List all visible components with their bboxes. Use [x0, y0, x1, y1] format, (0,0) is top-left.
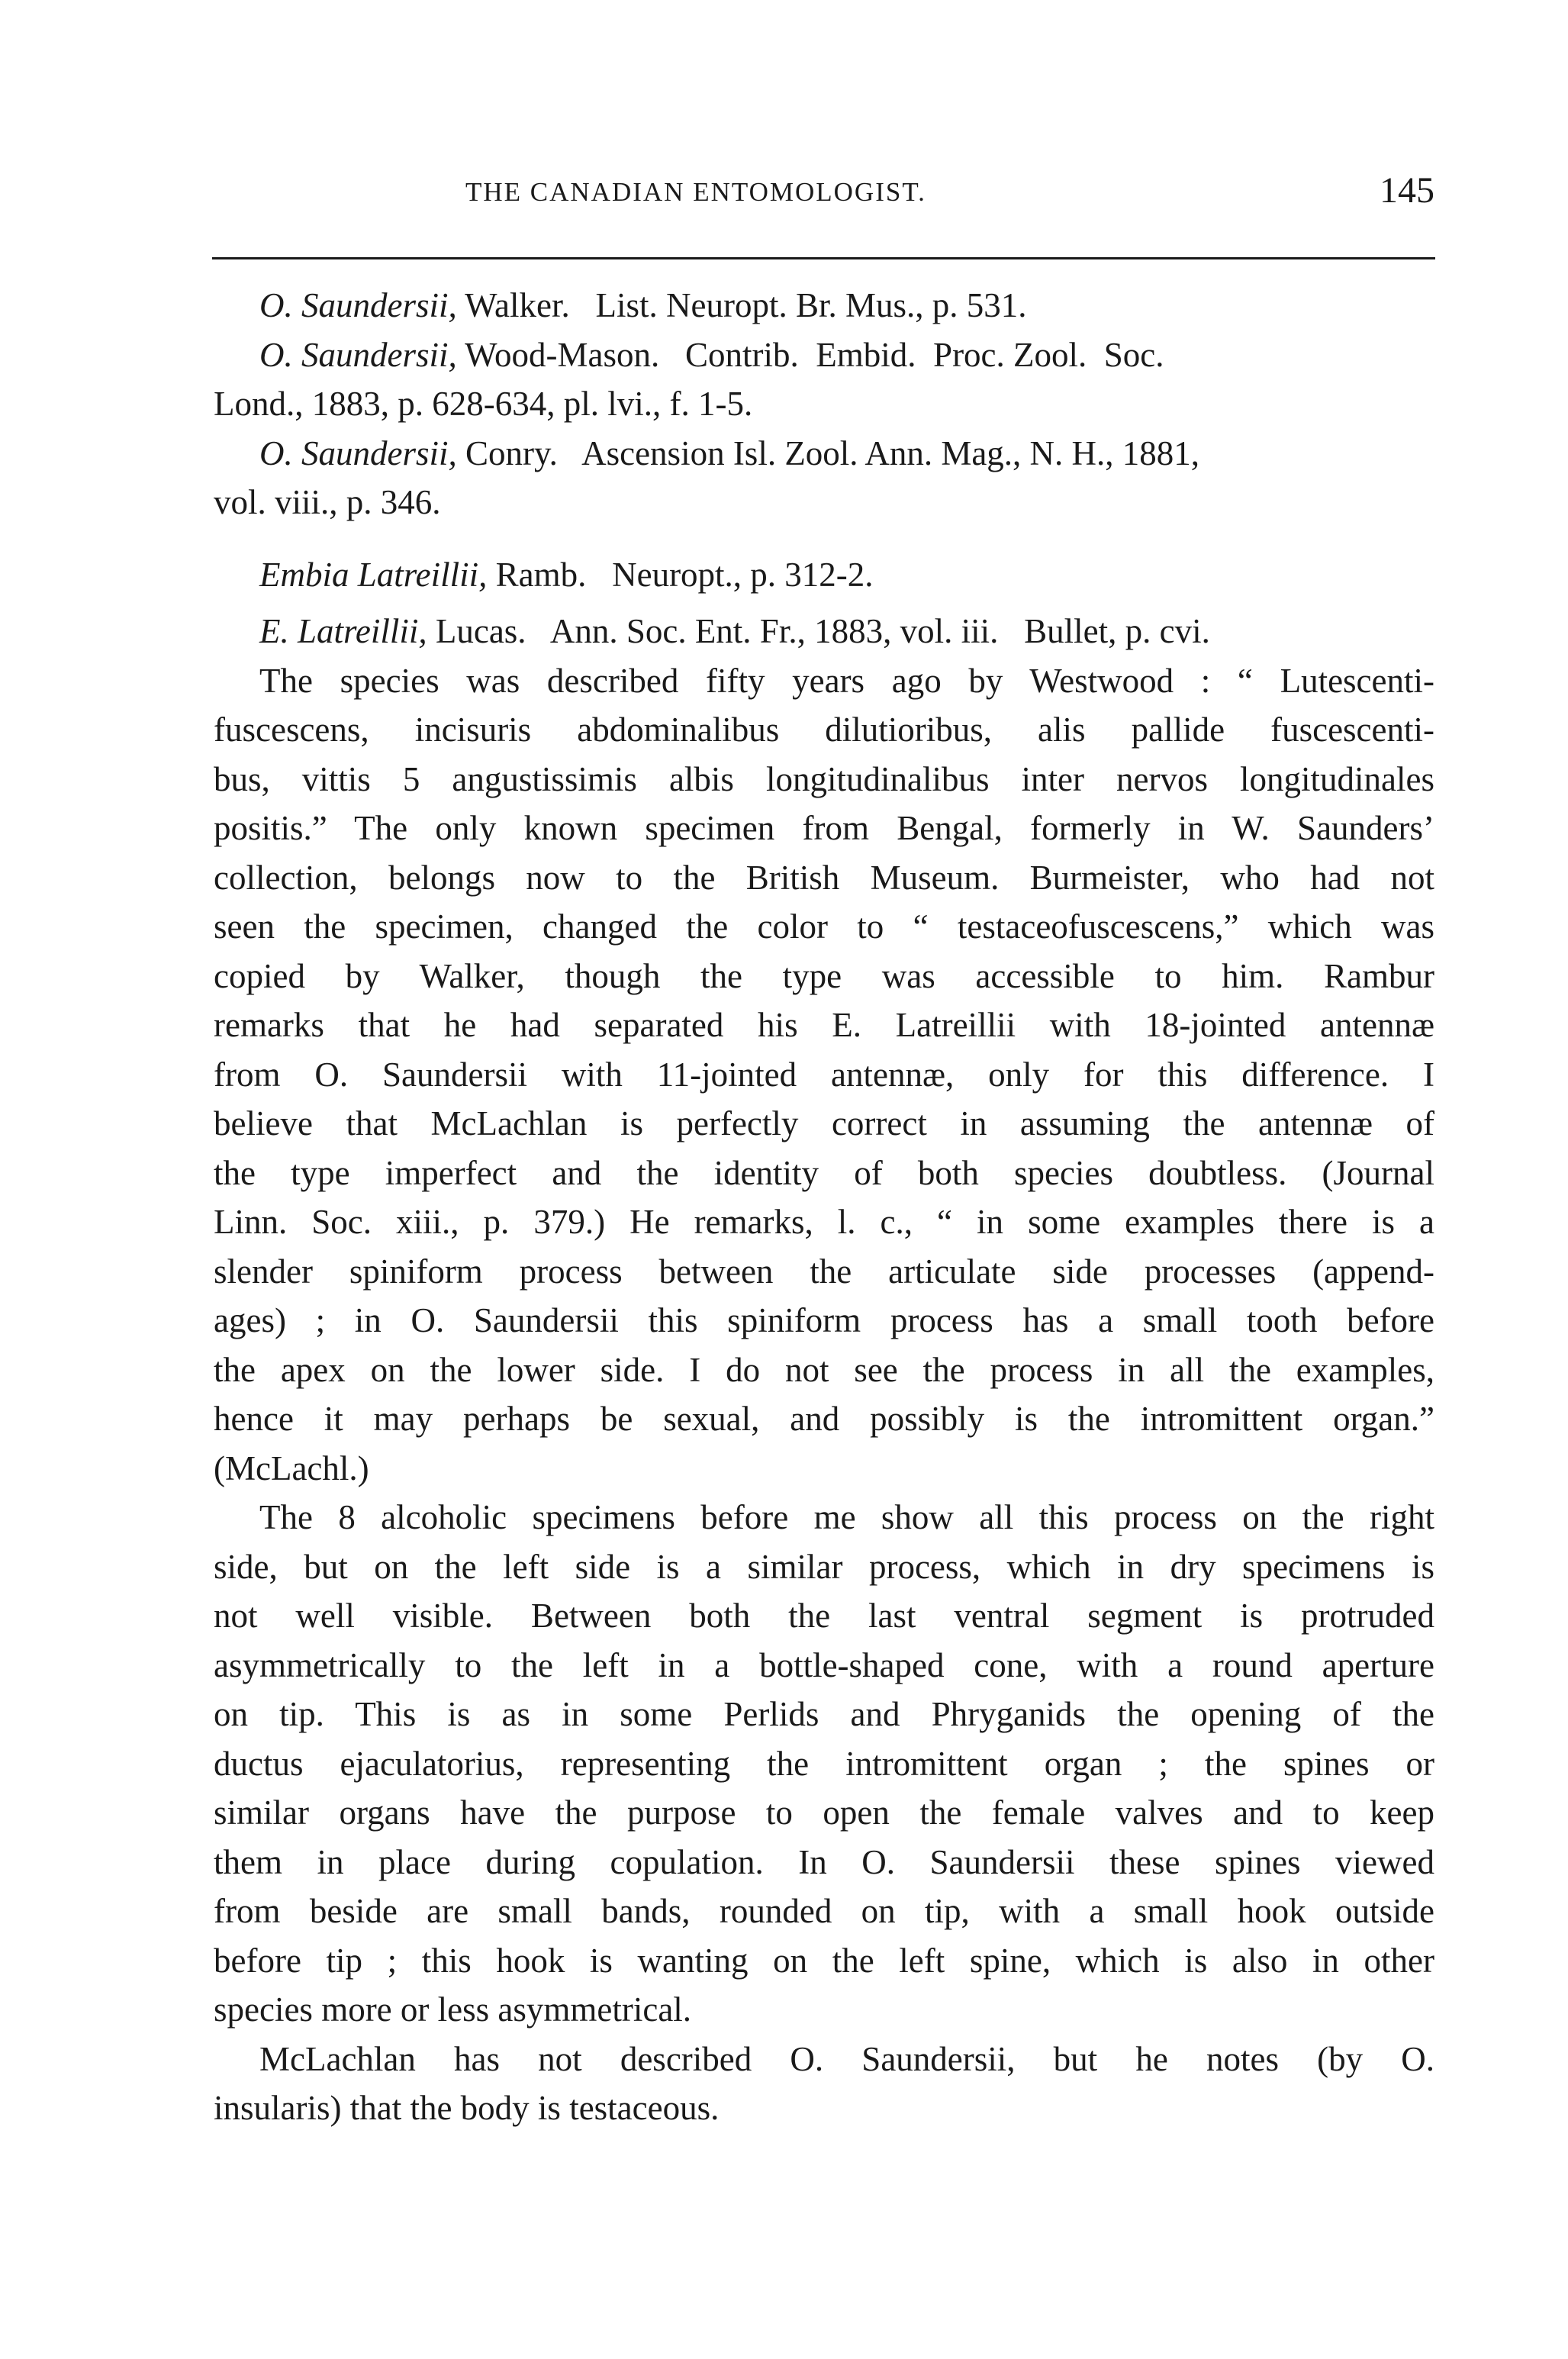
spacer: [214, 527, 1434, 550]
text-line: collection, belongs now to the British Museum. Burmeister, who had not: [214, 858, 1434, 897]
synonymy-saundersii: [214, 281, 1434, 527]
text-line: side, but on the left side is a similar process, which in dry specimens is: [214, 1547, 1434, 1586]
text-line: from beside are small bands, rounded on tip, with a small hook outside: [214, 1892, 1434, 1930]
text-line: similar organs have the purpose to open the female valves and to keep: [214, 1793, 1434, 1832]
text-line: seen the specimen, changed the color to “ testaceofuscescens,” which was: [214, 907, 1434, 946]
text-line: before tip ; this hook is wanting on the left spine, which is also in other: [214, 1941, 1434, 1980]
synonymy-line: O. Saundersii, Walker. List. Neuropt. Br. Mus., p. 531.: [259, 286, 1027, 324]
paragraph-westwood: [214, 656, 1434, 1494]
synonymy-line: Lond., 1883, p. 628-634, pl. lvi., f. 1-5.: [214, 385, 753, 423]
text-line: positis.” The only known specimen from Bengal, formerly in W. Saunders’: [214, 809, 1434, 847]
text-line: ductus ejaculatorius, representing the intromittent organ ; the spines or: [214, 1744, 1434, 1783]
text-line: Linn. Soc. xiii., p. 379.) He remarks, l. c., “ in some examples there is a: [214, 1203, 1434, 1241]
text-line: hence it may perhaps be sexual, and possibly is the intromittent organ.”: [214, 1400, 1434, 1438]
text-line: the type imperfect and the identity of both species doubtless. (Journal: [214, 1153, 1434, 1192]
synonymy-latreillii: [214, 550, 1434, 656]
text-line: fuscescens, incisuris abdominalibus dilutioribus, alis pallide fuscescenti-: [214, 711, 1434, 749]
body-text: [214, 281, 1434, 2133]
text-line: believe that McLachlan is perfectly correct in assuming the antennæ of: [214, 1104, 1434, 1142]
journal-title: THE CANADIAN ENTOMOLOGIST.: [465, 177, 926, 207]
text-line: asymmetrically to the left in a bottle-shaped cone, with a round aperture: [214, 1645, 1434, 1684]
synonymy-line: O. Saundersii, Wood-Mason. Contrib. Embid. Proc. Zool. Soc.: [259, 335, 1164, 374]
synonymy-line: E. Latreillii, Lucas. Ann. Soc. Ent. Fr., 1883, vol. iii. Bullet, p. cvi.: [259, 612, 1210, 650]
text-line: not well visible. Between both the last ventral segment is protruded: [214, 1597, 1434, 1635]
text-line: (McLachl.): [214, 1449, 369, 1487]
text-line: from O. Saundersii with 11-jointed antennæ, only for this difference. I: [214, 1055, 1434, 1094]
spacer: [214, 599, 1434, 607]
header-rule: [212, 257, 1435, 259]
running-header: [214, 170, 1434, 227]
text-line: insularis) that the body is testaceous.: [214, 2089, 720, 2127]
text-line: The species was described fifty years ago by Westwood : “ Lutescenti-: [259, 661, 1434, 700]
paragraph-mclachlan: [214, 2035, 1434, 2133]
text-line: the apex on the lower side. I do not see the process in all the examples,: [214, 1350, 1434, 1389]
text-line: on tip. This is as in some Perlids and Phryganids the opening of the: [214, 1695, 1434, 1733]
text-line: them in place during copulation. In O. Saundersii these spines viewed: [214, 1842, 1434, 1881]
text-line: species more or less asymmetrical.: [214, 1990, 692, 2029]
text-line: copied by Walker, though the type was accessible to him. Rambur: [214, 956, 1434, 995]
text-line: slender spiniform process between the articulate side processes (append-: [214, 1252, 1434, 1291]
paragraph-alcoholic-specimens: [214, 1493, 1434, 2035]
text-line: ages) ; in O. Saundersii this spiniform process has a small tooth before: [214, 1301, 1434, 1339]
synonymy-line: vol. viii., p. 346.: [214, 483, 441, 521]
text-line: remarks that he had separated his E. Latreillii with 18-jointed antennæ: [214, 1006, 1434, 1044]
text-line: McLachlan has not described O. Saundersii, but he notes (by O.: [259, 2039, 1434, 2078]
synonymy-line: Embia Latreillii, Ramb. Neuropt., p. 312-2.: [259, 555, 874, 594]
text-line: bus, vittis 5 angustissimis albis longitudinalibus inter nervos longitudinales: [214, 759, 1434, 798]
synonymy-line: O. Saundersii, Conry. Ascension Isl. Zool. Ann. Mag., N. H., 1881,: [259, 433, 1200, 472]
text-line: The 8 alcoholic specimens before me show all this process on the right: [259, 1498, 1434, 1536]
page-number: 145: [1380, 170, 1434, 211]
